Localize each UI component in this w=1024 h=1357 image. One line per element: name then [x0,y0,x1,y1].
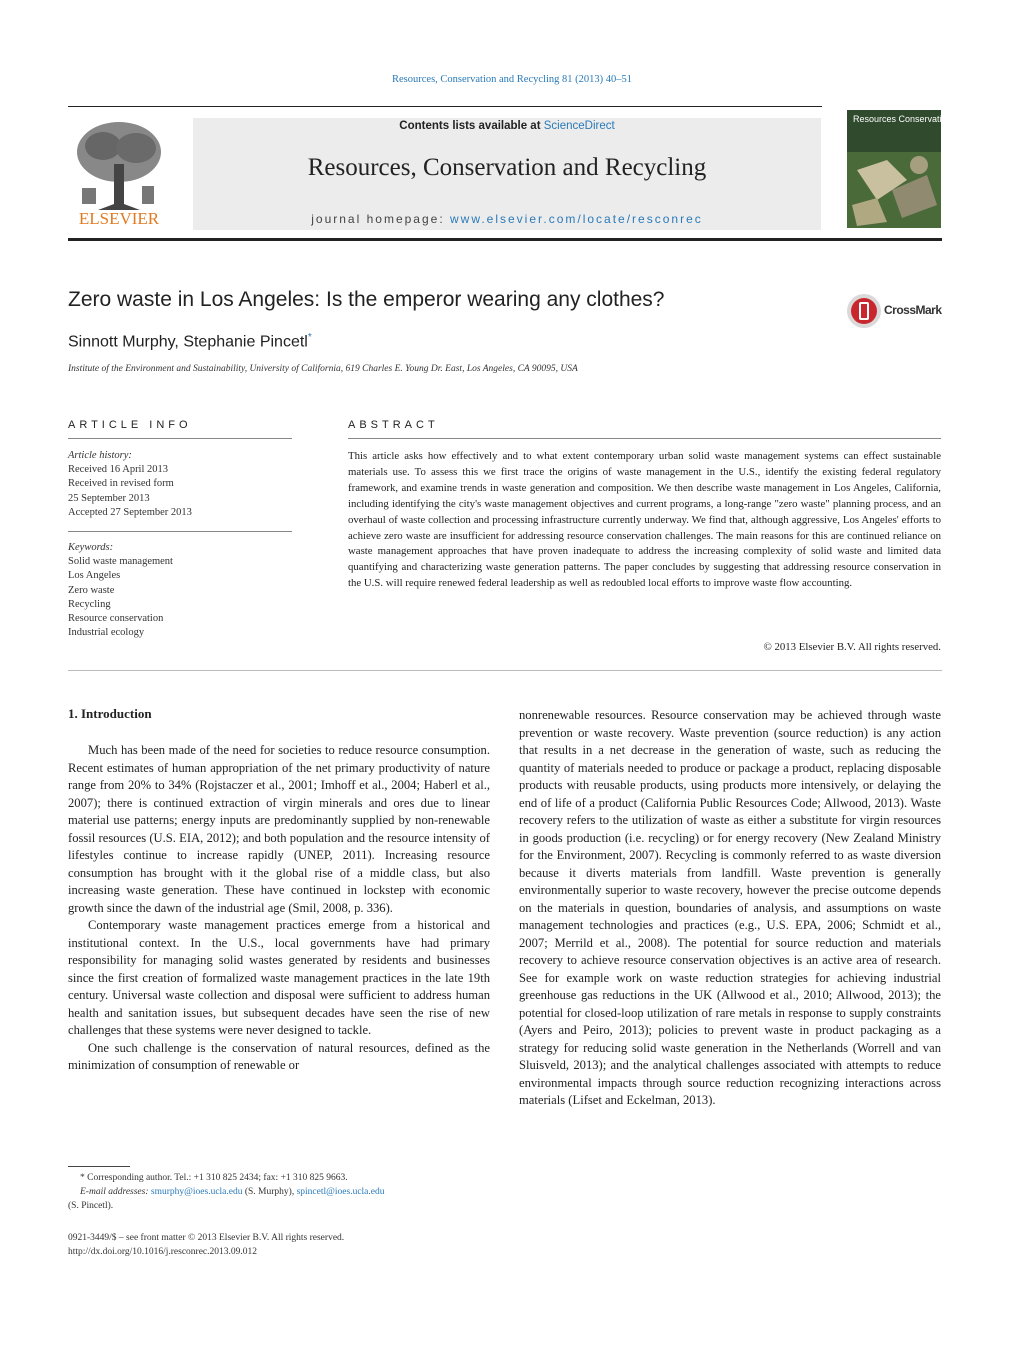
journal-cover-image [847,110,1002,228]
email-link[interactable]: spincetl@ioes.ucla.edu [296,1186,385,1197]
abstract-rule [348,438,941,439]
author-names: Sinnott Murphy, Stephanie Pincetl [68,333,308,351]
intro-right-column [519,707,941,1110]
keyword: Zero waste [68,584,115,596]
journal-title: Resources, Conservation and Recycling [307,154,707,181]
intro-paragraph: One such challenge is the conservation of natural resources, defined as the minimization of consumption of renewable or [68,1040,490,1072]
affiliation: Institute of the Environment and Sustainability, University of California, 619 Charles E. Young Dr. East, Los Angeles, CA 90095, USA [68,364,578,374]
keywords-rule [68,531,292,532]
author-list [68,332,312,351]
section-heading-introduction: 1. Introduction [68,706,152,721]
history-item: Received 16 April 2013 [68,464,169,476]
keyword: Los Angeles [68,570,121,582]
keyword: Industrial ecology [68,627,145,639]
homepage-prefix: journal homepage: [311,212,445,226]
header-rule [68,106,822,107]
article-title: Zero waste in Los Angeles: Is the emperor wearing any clothes? [68,288,665,311]
keywords-label: Keywords: [68,542,114,553]
intro-left-column [68,742,490,1075]
history-label: Article history: [68,450,132,461]
corresponding-author-mark[interactable]: * [307,332,312,343]
footnote-rule [68,1166,130,1167]
keywords [68,541,292,640]
journal-homepage [193,212,821,226]
crossmark-label: CrossMark [884,303,942,317]
header-bottom-rule [68,238,942,241]
email-owner: (S. Pincetl). [68,1201,114,1211]
intro-paragraph: Contemporary waste management practices emerge from a historical and institutional context. In the U.S., local governments have had primary responsibility for managing solid wastes generated by residents and businesses since the first creation of formalized waste management practices in the late 19th century. Universal waste collection and disposal were sufficient to address human health and sanitation issues, but subsequent decades have seen the rise of new challenges that these systems were never designed to tackle. [68,918,490,1037]
keyword: Solid waste management [68,556,173,568]
email-link[interactable]: smurphy@ioes.ucla.edu [150,1186,243,1197]
history-item: Accepted 27 September 2013 [68,506,192,518]
svg-text:ELSEVIER: ELSEVIER [78,209,160,228]
email-label: E-mail addresses: [80,1186,149,1197]
article-history [68,449,292,520]
keyword: Recycling [68,598,111,610]
article-info-heading: ARTICLE INFO [68,419,192,431]
history-item: Received in revised form [68,478,174,490]
abstract-copyright: © 2013 Elsevier B.V. All rights reserved. [763,641,941,653]
crossmark-badge[interactable] [846,293,942,329]
intro-paragraph: Much has been made of the need for societies to reduce resource consumption. Recent estimates of human appropriation of the net primary productivity of nature range from 20% to 34% (Rojstaczer et al., 2001; Imhoff et al., 2004; Haberl et al., 2007); there is continued extraction of virgin minerals and ores due to linear material use patterns; energy inputs are predominantly supplied by non-renewable fossil resources (U.S. EIA, 2012); and both population and the resource intensity of lifestyles continue to increase rapidly (UNEP, 2011). Increasing resource consumption has brought with it the global rise of a middle class, but also increasing waste generation. These have continued in lockstep with economic growth since the dawn of the industrial age (Smil, 2008, p. 336). [68,743,490,915]
email-owner: (S. Murphy), [244,1186,295,1197]
crossmark-icon [846,293,882,329]
elsevier-logo [68,118,170,230]
svg-text:Resources Conservation & Recyc: Resources Conservation & Recycling [853,114,1002,124]
doi-link[interactable]: http://dx.doi.org/10.1016/j.resconrec.2013.09.012 [68,1247,258,1257]
homepage-link[interactable]: www.elsevier.com/locate/resconrec [450,212,703,226]
issn-line: 0921-3449/$ – see front matter © 2013 Elsevier B.V. All rights reserved. [68,1233,345,1243]
corresponding-author-note: * Corresponding author. Tel.: +1 310 825 2434; fax: +1 310 825 9663. [80,1173,348,1183]
contents-line [193,120,821,132]
contents-prefix: Contents lists available at [399,120,541,132]
keyword: Resource conservation [68,613,164,625]
journal-citation[interactable]: Resources, Conservation and Recycling 81 (2013) 40–51 [392,74,632,85]
history-item: 25 September 2013 [68,492,150,504]
article-info-rule [68,438,292,439]
abstract-heading: ABSTRACT [348,419,439,431]
sciencedirect-link[interactable]: ScienceDirect [543,120,615,132]
abstract-bottom-rule [68,670,942,671]
footnote-corresponding [80,1172,492,1199]
intro-paragraph: nonrenewable resources. Resource conservation may be achieved through waste prevention or waste recovery. Waste prevention (source reduction) is any action that results in a net decrease in the generation of waste, such as reducing the quantity of materials needed to produce or package a product, replacing disposable products with reusable products, using products more intensively, or delaying the end of life of a product (California Public Resources Code; Allwood, 2013). Waste recovery refers to the utilization of waste as either a substitute for virgin resources in goods production (i.e. recycling) or for energy recovery (New Zealand Ministry for the Environment, 2007). Recycling is commonly referred to as waste diversion because it diverts materials from landfill. Waste prevention is generally environmentally superior to waste recovery, however the precise outcome depends on the materials in question, boundaries of analysis, and assumptions on waste management technologies and practices (e.g., U.S. EPA, 2006; Schmidt et al., 2007; Merrild et al., 2008). The potential for source reduction and materials recovery to achieve resource conservation objectives is an active area of research. See for example work on waste reduction strategies for achieving industrial greenhouse gas reductions in the UK (Allwood et al., 2010; Allwood, 2013); the potential for closed-loop utilization of rare metals in response to supply constraints (Ayers and Peiro, 2013); policies to prevent waste in product packaging as a strategy for reducing solid waste generation in the Netherlands (Worrell and van Sluisveld, 2013); and the analytical challenges associated with attempts to reduce environmental impacts through source reduction recognizing interactions across materials (Lifset and Eckelman, 2013). [519,708,941,1107]
abstract-text: This article asks how effectively and to what extent contemporary urban solid waste management systems can effect sustainable materials use. To assess this we first trace the origins of waste management in the U.S., identify the existing federal regulatory framework, and examine trends in waste generation and composition. We then describe waste management in Los Angeles, California, including identifying the city's waste management objectives and current programs, a long-range "zero waste" planning process, and an overhaul of waste collection and processing infrastructure currently underway. We find that, although aggressive, Los Angeles' efforts to achieve zero waste are insufficient for addressing resource conservation challenges. The main reasons for this are continued reliance on waste management approaches that have proven inadequate to address the increasing complexity of solid waste and limited data quantifying and characterizing waste generation patterns. The paper concludes by suggesting that addressing resource conservation in the U.S. will require renewed federal leadership as well as redoubled local efforts to improve waste flow accounting. [348,450,941,590]
